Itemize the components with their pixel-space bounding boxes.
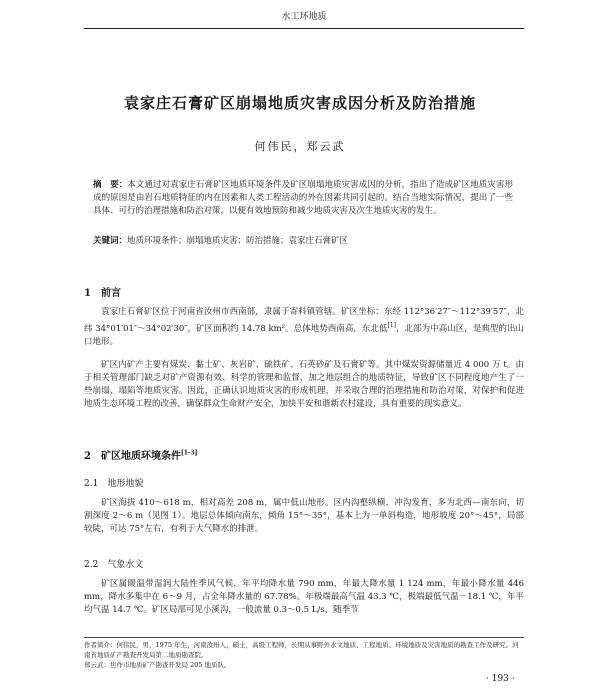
citation-ref: [1] (387, 322, 396, 329)
subsection-2-2-paragraph: 矿区属暖温带湿润大陆性季风气候，年平均降水量 790 mm，年最大降水量 1 124 mm，年最小降水量 446 mm，降水多集中在 6～9 月，占全年降水量的 67.78%。年极端最高气温 43.3 ℃，极端最低气温－18.1 ℃，年平均气温 14.7 ℃。矿区局部可见小溪沟，一般流量 0.3～0.5 L/s，随季节 (84, 579, 524, 615)
section-2-title: 2 矿区地质环境条件 (84, 451, 181, 462)
section-1-paragraph-1 (84, 306, 524, 349)
section-2-heading (84, 447, 198, 462)
s1-p1-text-a: 袁家庄石膏矿区位于河南省汝州市西南部，隶属于寄料镇管辖。矿区坐标：东经 112°36′27″～112°39′57″，北纬 34°01′01″～34°02′30″，矿区面积约 14.78 km²。总体地势西南高，东北低 (84, 307, 524, 334)
subsection-2-1-heading: 2.1 地形地貌 (84, 479, 144, 489)
section-1-paragraph-2: 矿区内矿产主要有煤炭、黏土矿、灰岩矿、硫铁矿、石英砂矿及石膏矿等。其中煤炭资源储量近 4 000 万 t。由于相关管理部门缺乏对矿产资源有效、科学的管理和监督，加之地层组合的地质特征，导致矿区不同程度地产生了一些崩塌、塌陷等地质灾害。因此，正确认识地质灾害的形成机理，并采取合理的治理措施和防治对策，对保护和促进地质生态环境工程的改善，确保群众生命财产安全，加快平安和谐新农村建设，具有重要的现实意义。 (84, 360, 524, 409)
abstract-text: 本文通过对袁家庄石膏矿区地质环境条件及矿区崩塌地质灾害成因的分析，指出了造成矿区地质灾害形成的原因是由岩石地质特征的内在因素和人类工程活动的外在因素共同引起的。结合当地实际情况，提出了一些具体、可行的治理措施和防治对策，以便有效地预防和减少地质灾害及次生地质灾害的发生。 (93, 180, 513, 216)
footnote-rule (84, 637, 524, 638)
abstract-label: 摘 要： (93, 180, 128, 190)
section-1-heading: 1 前言 (84, 288, 121, 299)
paper-title: 袁家庄石膏矿区崩塌地质灾害成因分析及防治措施 (123, 94, 476, 112)
running-header (84, 8, 524, 29)
footnote-author-1: 作者简介：何伟民，男，1975 年生，河南汝州人，硕士，高级工程师，长期从事野外水文地质、工程地质、环境地质及灾害地质的勘查工作及研究。河南省地质矿产勘查开发局第二地质勘查院。 (84, 641, 519, 659)
s1-p1-text-b: ，北部为中高山区，是典型的出山口地形。 (84, 323, 524, 347)
keywords-text: 地质环境条件；崩塌地质灾害；防治措施；袁家庄石膏矿区 (127, 236, 349, 246)
keywords (93, 235, 513, 248)
journal-name: 水工环地质 (281, 12, 327, 22)
subsection-2-2-heading: 2.2 气象水文 (84, 560, 144, 570)
keywords-label: 关键词： (93, 236, 128, 246)
authors: 何伟民，郑云武 (254, 140, 346, 153)
page-number: · 193 · (486, 674, 515, 684)
footnote-author-2: 郑云武：焦作市地质矿产勘查开发局 205 地质队。 (84, 661, 231, 669)
subsection-2-1-paragraph: 矿区海拔 410～618 m，相对高差 208 m，属中低山地形。区内沟壑纵横，冲沟发育，多为北西—南东向，切割深度 2～6 m（见图 1）。地层总体倾向南东，倾角 15°～35°，基本上为一单斜构造，地形坡度 20°～45°，局部较陡，可达 75°左右，有利于大气降水的排泄。 (84, 498, 524, 534)
citation-ref: [1-3] (180, 449, 198, 457)
footnote (84, 640, 524, 670)
abstract (93, 179, 513, 218)
